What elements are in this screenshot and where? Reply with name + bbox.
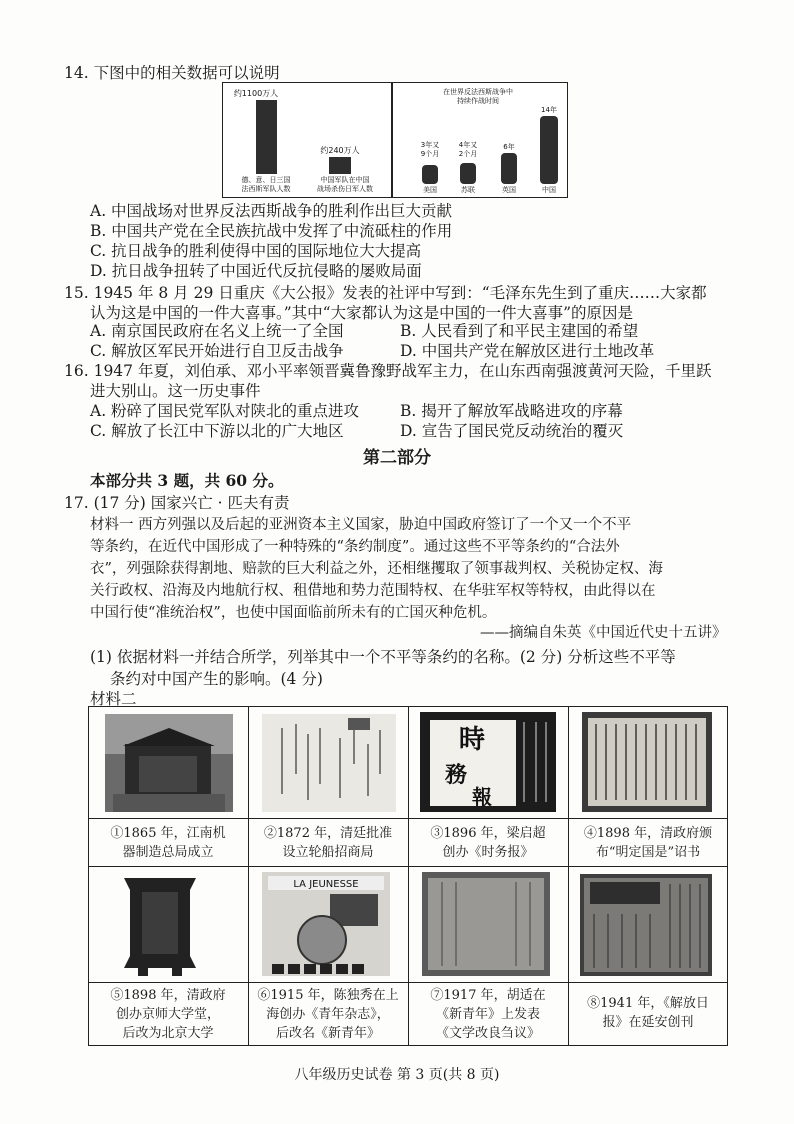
bar-china-kills bbox=[329, 157, 351, 174]
caption-3-b: 创办《时务报》 bbox=[442, 845, 534, 860]
page-footer: 八年级历史试卷 第 3 页(共 8 页) bbox=[294, 1067, 500, 1083]
caption-5-c: 后改为北京大学 bbox=[122, 1026, 214, 1041]
mingding-guoshi-edict bbox=[582, 712, 712, 812]
bar-axis-troops bbox=[256, 100, 277, 174]
q15-option-b: B. 人民看到了和平民主建国的希望 bbox=[400, 322, 639, 340]
usa-name: 美国 bbox=[423, 186, 437, 194]
ussr-name: 苏联 bbox=[461, 186, 475, 194]
part2-intro: 本部分共 3 题，共 60 分。 bbox=[90, 471, 284, 490]
caption-2-a: ②1872 年，清廷批准 bbox=[263, 826, 393, 841]
q17-sub1-l2: 条约对中国产生的影响。(4 分) bbox=[110, 670, 323, 688]
ussr-top-b: 2个月 bbox=[458, 150, 478, 158]
q14-option-b: B. 中国共产党在全民族抗战中发挥了中流砥柱的作用 bbox=[90, 222, 453, 240]
caption-5-a: ⑤1898 年，清政府 bbox=[110, 988, 226, 1003]
merchants-steamship-doc bbox=[262, 714, 396, 812]
q16-option-c: C. 解放了长江中下游以北的广大地区 bbox=[90, 422, 344, 440]
jiangnan-arsenal-photo bbox=[105, 714, 233, 812]
q17-m1-l3: 衣”，列强除获得割地、赔款的巨大利益之外，还相继攫取了领事裁判权、关税协定权、海 bbox=[90, 561, 663, 577]
caption-1-a: ①1865 年，江南机 bbox=[110, 826, 226, 841]
shiwubao-cover bbox=[420, 712, 556, 812]
material2-title: 材料二 bbox=[90, 690, 137, 708]
caption-8-a: ⑧1941 年，《解放日 bbox=[587, 996, 709, 1011]
caption-4-b: 布“明定国是”诏书 bbox=[595, 845, 701, 860]
q17-m1-l4: 关行政权、沿海及内地航行权、租借地和势力范围特权、在华驻军权等特权，由此得以在 bbox=[90, 583, 656, 599]
caption-7-a: ⑦1917 年，胡适在 bbox=[430, 988, 546, 1003]
grid-hline-2 bbox=[88, 866, 728, 867]
bar-usa bbox=[422, 165, 438, 184]
left-val1: 约1100万人 bbox=[233, 89, 279, 98]
jiefang-ribao-newspaper bbox=[580, 874, 712, 976]
caption-6-a: ⑥1915 年，陈独秀在上 bbox=[257, 988, 399, 1003]
caption-7-c: 《文学改良刍议》 bbox=[435, 1026, 540, 1041]
china-top-a: 14年 bbox=[541, 106, 557, 114]
q14-stem: 14. 下图中的相关数据可以说明 bbox=[64, 64, 280, 82]
q15-line1: 15. 1945 年 8 月 29 日重庆《大公报》发表的社评中写到：“毛泽东先生到了重庆……大家都 bbox=[64, 284, 707, 302]
bar-ussr bbox=[460, 163, 476, 184]
q14-chart bbox=[222, 82, 568, 198]
q16-line1: 16. 1947 年夏，刘伯承、邓小平率领晋冀鲁豫野战军主力，在山东西南强渡黄河天险，千里跃 bbox=[64, 362, 712, 380]
literary-reform-article bbox=[422, 872, 550, 976]
uk-name: 英国 bbox=[502, 186, 516, 194]
q15-option-a: A. 南京国民政府在名义上统一了全国 bbox=[90, 322, 344, 340]
q16-option-d: D. 宣告了国民党反动统治的覆灭 bbox=[400, 422, 624, 440]
right-title-a: 在世界反法西斯战争中 bbox=[443, 88, 513, 96]
bar-china bbox=[540, 116, 558, 184]
china-name: 中国 bbox=[542, 186, 556, 194]
q16-option-b: B. 揭开了解放军战略进攻的序幕 bbox=[400, 402, 623, 420]
caption-8-b: 报》在延安创刊 bbox=[602, 1015, 694, 1030]
left-label2b: 战场杀伤日军人数 bbox=[317, 185, 373, 193]
left-label1a: 德、意、日三国 bbox=[241, 176, 291, 184]
grid-hline-1 bbox=[88, 818, 728, 819]
caption-6-b: 海创办《青年杂志》， bbox=[266, 1007, 390, 1022]
caption-5-b: 创办京师大学堂， bbox=[115, 1007, 220, 1022]
q17-m1-l1: 材料一 西方列强以及后起的亚洲资本主义国家，胁迫中国政府签订了一个又一个不平 bbox=[90, 517, 632, 533]
q17-source: ——摘编自朱英《中国近代史十五讲》 bbox=[480, 625, 727, 641]
shiwu-char-1: 時 bbox=[458, 725, 486, 755]
caption-6-c: 后改名《新青年》 bbox=[275, 1026, 380, 1041]
q16-option-a: A. 粉碎了国民党军队对陕北的重点进攻 bbox=[90, 402, 360, 420]
q17-head: 17. (17 分) 国家兴亡 · 匹夫有责 bbox=[64, 494, 290, 512]
la-jeunesse-cover bbox=[262, 872, 390, 976]
caption-7-b: 《新青年》上发表 bbox=[435, 1007, 540, 1022]
chart-divider bbox=[391, 83, 393, 197]
right-title-b: 持续作战时间 bbox=[457, 97, 499, 105]
la-jeunesse-text: LA JEUNESSE bbox=[293, 879, 359, 890]
q14-option-a: A. 中国战场对世界反法西斯战争的胜利作出巨大贡献 bbox=[90, 202, 453, 220]
shiwu-char-2: 務 bbox=[444, 762, 468, 788]
q14-option-d: D. 抗日战争扭转了中国近代反抗侵略的屡败局面 bbox=[90, 262, 422, 280]
q17-sub1-l1: (1) 依据材料一并结合所学，列举其中一个不平等条约的名称。(2 分) 分析这些不平等 bbox=[90, 648, 676, 666]
q15-option-d: D. 中国共产党在解放区进行土地改革 bbox=[400, 342, 655, 360]
caption-2-b: 设立轮船招商局 bbox=[282, 845, 374, 860]
caption-1-b: 器制造总局成立 bbox=[122, 845, 214, 860]
bar-uk bbox=[501, 153, 517, 184]
left-label1b: 法西斯军队人数 bbox=[241, 185, 291, 193]
q15-option-c: C. 解放区军民开始进行自卫反击战争 bbox=[90, 342, 344, 360]
left-label2a: 中国军队在中国 bbox=[320, 176, 370, 184]
shiwu-char-3: 報 bbox=[472, 785, 492, 809]
caption-3-a: ③1896 年，梁启超 bbox=[430, 826, 546, 841]
q17-m1-l2: 等条约，在近代中国形成了一种特殊的“条约制度”。通过这些不平等条约的“合法外 bbox=[90, 539, 620, 555]
grid-hline-3 bbox=[88, 982, 728, 983]
left-val2: 约240万人 bbox=[320, 146, 360, 155]
q16-line2: 进大别山。这一历史事件 bbox=[90, 382, 261, 400]
q15-line2: 认为这是中国的一件大喜事。”其中“大家都认为这是中国的一件大喜事”的原因是 bbox=[90, 304, 634, 322]
usa-top-a: 3年又 bbox=[420, 141, 440, 149]
uk-top-a: 6年 bbox=[503, 143, 515, 151]
ussr-top-a: 4年又 bbox=[458, 141, 478, 149]
caption-4-a: ④1898 年，清政府颁 bbox=[583, 826, 713, 841]
imperial-university-plaque bbox=[118, 872, 202, 976]
part2-title: 第二部分 bbox=[363, 448, 431, 468]
q14-option-c: C. 抗日战争的胜利使得中国的国际地位大大提高 bbox=[90, 242, 422, 260]
usa-top-b: 9个月 bbox=[420, 150, 440, 158]
q17-m1-l5: 中国行使“准统治权”，也使中国面临前所未有的亡国灭种危机。 bbox=[90, 605, 497, 621]
